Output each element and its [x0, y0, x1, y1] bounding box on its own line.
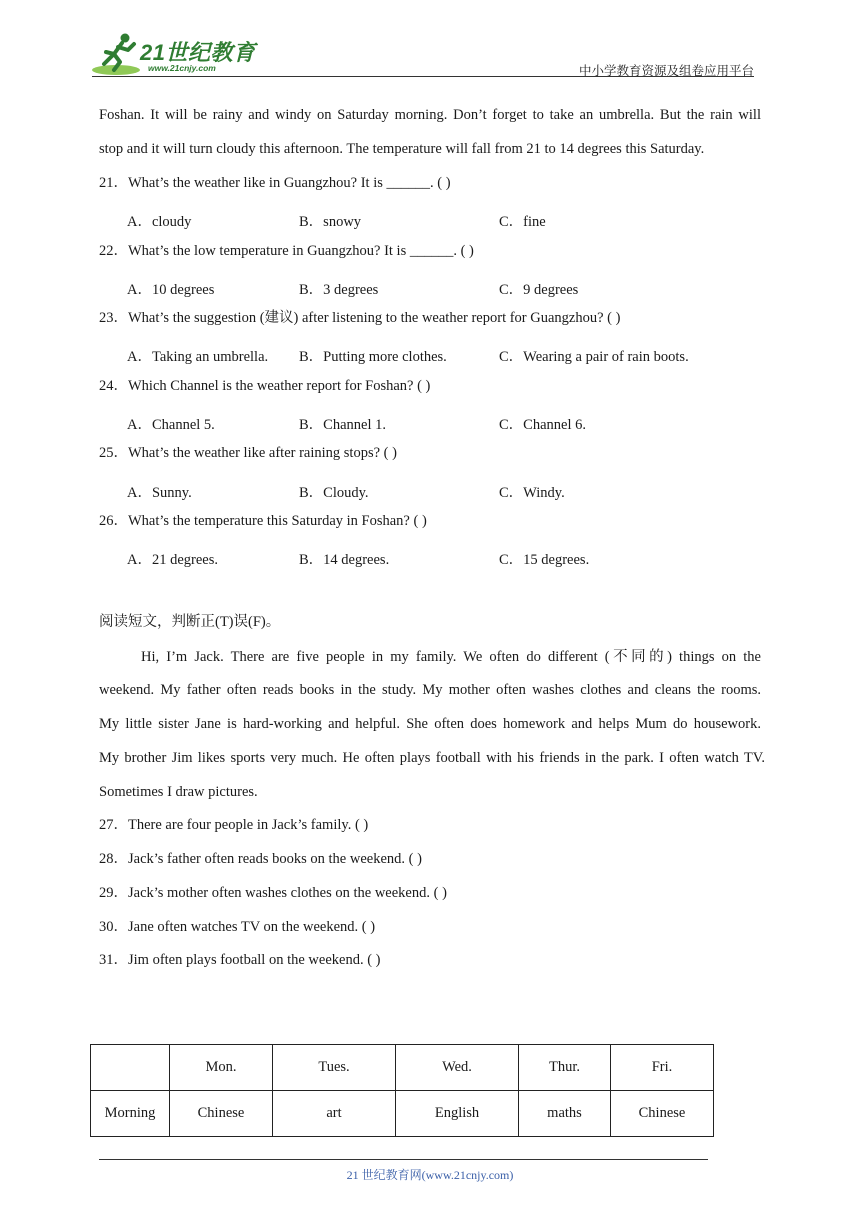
question-25: 25．What’s the weather like after raining stops? ( ) — [99, 445, 397, 461]
option-c: C．15 degrees. — [499, 552, 590, 568]
table-cell: Thur. — [519, 1045, 611, 1091]
table-cell: Chinese — [170, 1091, 273, 1137]
timetable — [90, 1044, 714, 1137]
table-cell: Mon. — [170, 1045, 273, 1091]
option-a: A．Channel 5. — [127, 417, 215, 433]
option-b: B．Cloudy. — [299, 485, 369, 501]
statement-29: 29．Jack’s mother often washes clothes on the weekend. ( ) — [99, 885, 447, 901]
statement-31: 31．Jim often plays football on the weekend. ( ) — [99, 952, 381, 968]
table-cell: Chinese — [611, 1091, 714, 1137]
option-a: A．21 degrees. — [127, 552, 219, 568]
table-cell — [91, 1045, 170, 1091]
timetable-header-row — [91, 1045, 714, 1091]
question-23: 23．What’s the suggestion (建议) after listening to the weather report for Guangzhou? ( ) — [99, 310, 621, 326]
table-cell: art — [273, 1091, 396, 1137]
table-cell: English — [396, 1091, 519, 1137]
question-21: 21．What’s the weather like in Guangzhou? It is ______. ( ) — [99, 175, 451, 191]
option-a: A．10 degrees — [127, 282, 215, 298]
passage-line: stop and it will turn cloudy this afternoon. The temperature will fall from 21 to 14 degrees this Saturday. — [99, 141, 705, 157]
site-logo — [92, 32, 262, 78]
table-cell: Wed. — [396, 1045, 519, 1091]
option-c: C．9 degrees — [499, 282, 579, 298]
option-c: C．Windy. — [499, 485, 565, 501]
question-24: 24．Which Channel is the weather report for Foshan? ( ) — [99, 378, 431, 394]
table-cell: Tues. — [273, 1045, 396, 1091]
header-platform-title: 中小学教育资源及组卷应用平台 — [578, 63, 754, 78]
passage-line: My little sister Jane is hard-working and helpful. She often does homework and helps Mum do housework. — [99, 716, 761, 732]
logo-text: 21世纪教育 — [140, 40, 256, 65]
table-cell: Fri. — [611, 1045, 714, 1091]
table-row — [91, 1091, 714, 1137]
option-b: B．14 degrees. — [299, 552, 390, 568]
footer-divider — [99, 1159, 708, 1160]
option-a: A．Taking an umbrella. — [127, 349, 269, 365]
statement-30: 30．Jane often watches TV on the weekend. ( ) — [99, 919, 376, 935]
section-instruction: 阅读短文，判断正(T)误(F)。 — [99, 614, 281, 630]
passage-line: Foshan. It will be rainy and windy on Saturday morning. Don’t forget to take an umbrella. But the rain will — [99, 107, 761, 123]
passage-line: Sometimes I draw pictures. — [99, 784, 258, 800]
option-a: A．cloudy — [127, 214, 192, 230]
passage-line: Hi, I’m Jack. There are five people in my family. We often do different (不同的) things on the — [141, 649, 761, 665]
logo-url: www.21cnjy.com — [148, 63, 216, 73]
page-header — [0, 0, 860, 80]
option-b: B．snowy — [299, 214, 362, 230]
passage-line: weekend. My father often reads books in the study. My mother often washes clothes and cleans the rooms. — [99, 682, 761, 698]
option-b: B．Channel 1. — [299, 417, 386, 433]
option-b: B．Putting more clothes. — [299, 349, 447, 365]
option-c: C．Wearing a pair of rain boots. — [499, 349, 689, 365]
passage-line: My brother Jim likes sports very much. He often plays football with his friends in the park. I often watch TV. — [99, 750, 765, 766]
statement-28: 28．Jack’s father often reads books on the weekend. ( ) — [99, 851, 422, 867]
option-c: C．Channel 6. — [499, 417, 586, 433]
header-divider — [92, 76, 754, 77]
option-b: B．3 degrees — [299, 282, 379, 298]
question-22: 22．What’s the low temperature in Guangzhou? It is ______. ( ) — [99, 243, 474, 259]
footer-text: 21 世纪教育网(www.21cnjy.com) — [346, 1168, 514, 1182]
option-c: C．fine — [499, 214, 546, 230]
option-a: A．Sunny. — [127, 485, 192, 501]
statement-27: 27．There are four people in Jack’s family. ( ) — [99, 817, 369, 833]
table-cell: Morning — [91, 1091, 170, 1137]
table-cell: maths — [519, 1091, 611, 1137]
question-26: 26．What’s the temperature this Saturday in Foshan? ( ) — [99, 513, 427, 529]
